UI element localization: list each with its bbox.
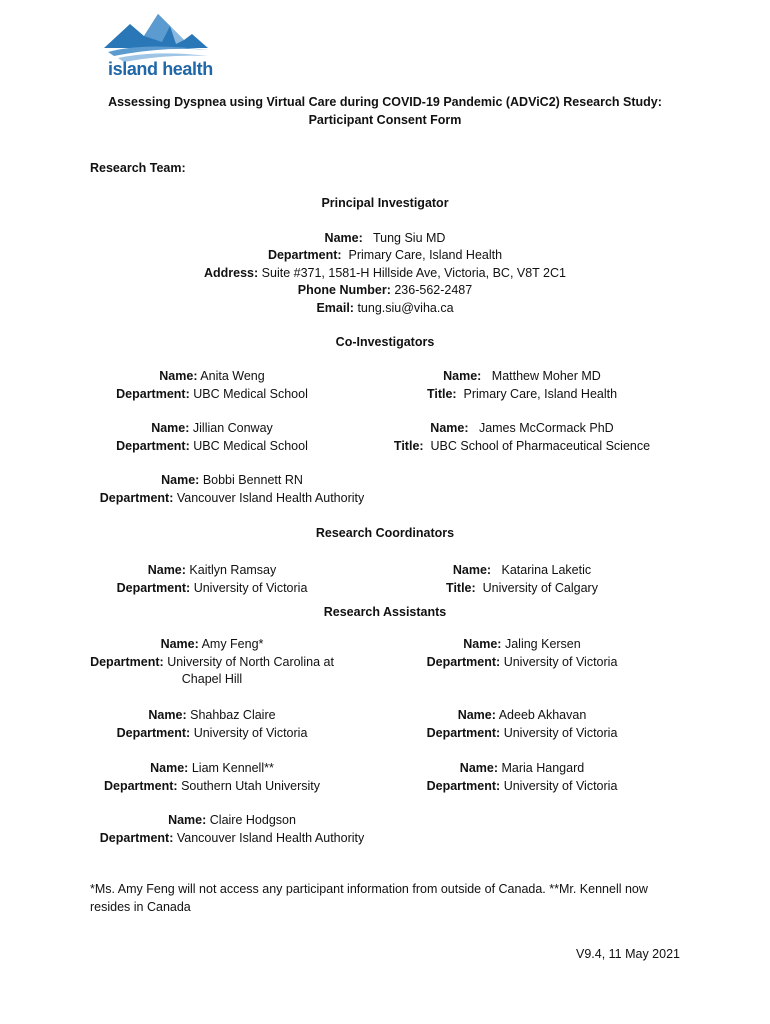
pi-heading: Principal Investigator	[321, 196, 449, 210]
pi-address-line: Address: Suite #371, 1581-H Hillside Ave, Victoria, BC, V8T 2C1	[203, 265, 566, 280]
footnote: *Ms. Amy Feng will not access any participant information from outside of Canada. **Mr. Kennell now resides in Canada	[90, 882, 648, 914]
logo-wordmark: island health	[108, 59, 213, 79]
assistant-card: Name: Liam Kennell** Department: Southern Utah University	[103, 761, 321, 793]
co-investigator-card: Name: Anita Weng Department: UBC Medical School	[116, 369, 308, 401]
co-investigators-heading: Co-Investigators	[335, 335, 435, 349]
assistant-card: Name: Claire Hodgson Department: Vancouver Island Health Authority	[99, 813, 365, 845]
title-line-2: Participant Consent Form	[308, 112, 462, 127]
pi-name-line: Name: Tung Siu MD	[324, 230, 446, 245]
pi-email-line: Email: tung.siu@viha.ca	[316, 300, 454, 315]
document-title	[0, 94, 770, 129]
co-investigator-card: Name: Matthew Moher MD Title: Primary Care, Island Health	[426, 369, 618, 401]
coordinator-card: Name: Kaitlyn Ramsay Department: University of Victoria	[116, 563, 308, 595]
version-label: V9.4, 11 May 2021	[575, 947, 680, 961]
pi-dept-line: Department: Primary Care, Island Health	[267, 248, 503, 262]
co-investigator-card: Name: Bobbi Bennett RN Department: Vancouver Island Health Authority	[99, 473, 365, 505]
co-investigator-card: Name: James McCormack PhD Title: UBC School of Pharmaceutical Science	[393, 421, 651, 453]
principal-investigator-section	[0, 195, 770, 317]
research-assistants-heading: Research Assistants	[323, 605, 447, 619]
coordinator-card: Name: Katarina Laketic Title: University of Calgary	[446, 563, 598, 595]
title-line-1: Assessing Dyspnea using Virtual Care during COVID-19 Pandemic (ADViC2) Research Study:	[108, 95, 662, 109]
assistant-card: Name: Shahbaz Claire Department: University of Victoria	[116, 708, 308, 740]
assistant-card: Name: Jaling Kersen Department: University of Victoria	[426, 637, 618, 669]
assistant-card: Name: Maria Hangard Department: University of Victoria	[426, 761, 618, 793]
mountain-logo-icon	[104, 12, 212, 62]
research-coordinators-heading: Research Coordinators	[315, 526, 455, 540]
assistant-card: Name: Adeeb Akhavan Department: University of Victoria	[426, 708, 618, 740]
assistant-card: Name: Amy Feng* Department: University of North Carolina at Chapel Hill	[90, 637, 334, 686]
pi-phone-line: Phone Number: 236-562-2487	[297, 283, 473, 297]
research-team-label: Research Team:	[90, 161, 186, 175]
co-investigator-card: Name: Jillian Conway Department: UBC Medical School	[116, 421, 308, 453]
